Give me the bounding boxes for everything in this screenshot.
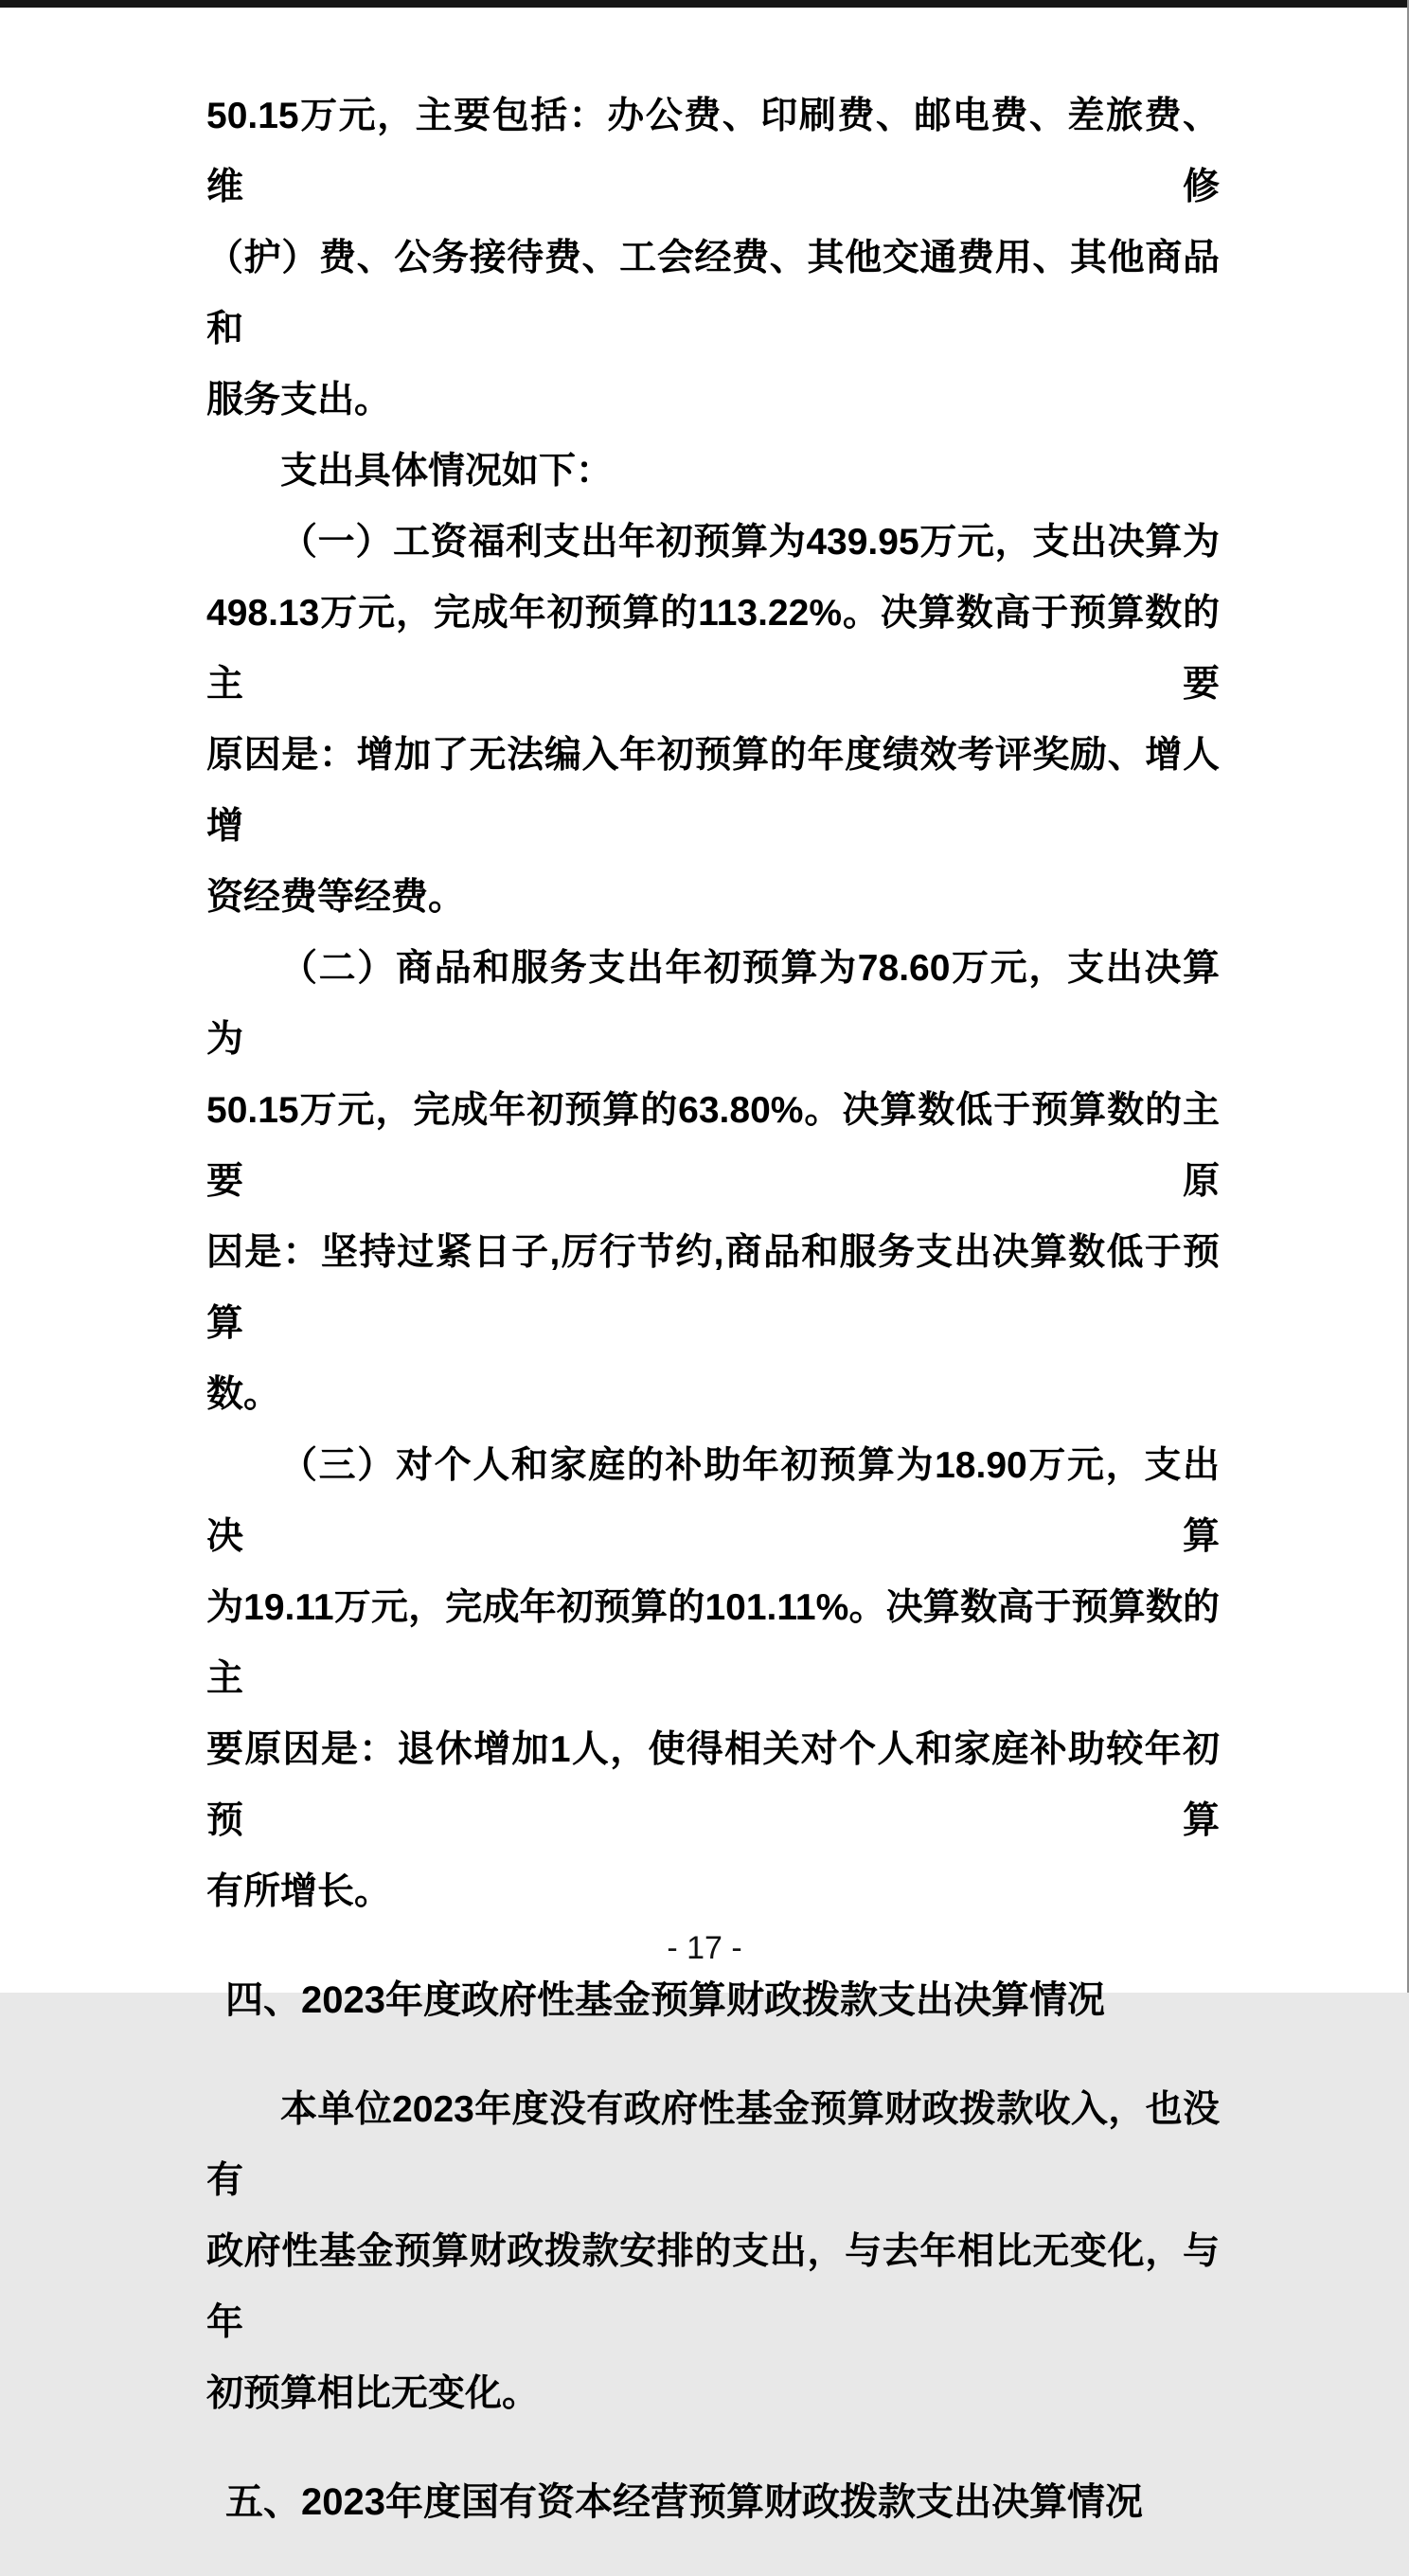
text-line: 五、2023年度国有资本经营预算财政拨款支出决算情况 [225,2481,1143,2523]
paragraph [206,507,1220,933]
document-body [206,80,1220,2576]
text-line: 初预算相比无变化。 [206,2373,540,2414]
text-line: 有所增长。 [206,1871,392,1912]
text-line: 原因是：增加了无法编入年初预算的年度绩效考评奖励、增人增 [206,735,1220,847]
paragraph [206,933,1220,1430]
text-line: 服务支出。 [206,380,392,420]
text-line: 本单位2023年度没有政府性基金预算财政拨款收入，也没有 [206,2089,1220,2201]
text-line: 为19.11万元，完成年初预算的101.11%。决算数高于预算数的主 [206,1587,1220,1699]
paragraph [206,80,1220,436]
text-line: （三）对个人和家庭的补助年初预算为18.90万元，支出决算 [206,1445,1220,1557]
text-line: 50.15万元，主要包括：办公费、印刷费、邮电费、差旅费、维修 [206,96,1220,207]
section-heading [206,1965,1220,2036]
text-line: 支出具体情况如下： [280,451,614,492]
text-line: （一）工资福利支出年初预算为439.95万元，支出决算为 [280,522,1220,563]
text-line: 要原因是：退休增加1人，使得相关对个人和家庭补助较年初预算 [206,1729,1220,1841]
page-top-edge [0,0,1409,8]
text-line: 数。 [206,1374,281,1415]
paragraph [206,436,1220,507]
paragraph [206,1430,1220,1927]
text-line: 政府性基金预算财政拨款安排的支出，与去年相比无变化，与年 [206,2231,1220,2343]
text-line: 因是：坚持过紧日子,厉行节约,商品和服务支出决算数低于预算 [206,1232,1220,1344]
paragraph [206,2074,1220,2429]
text-line: 资经费等经费。 [206,877,466,918]
text-line: （护）费、公务接待费、工会经费、其他交通费用、其他商品和 [206,238,1220,349]
page-number: - 17 - [667,1930,742,1966]
text-line: 498.13万元，完成年初预算的113.22%。决算数高于预算数的主要 [206,593,1220,705]
text-line: 50.15万元，完成年初预算的63.80%。决算数低于预算数的主要原 [206,1090,1220,1202]
text-line: 四、2023年度政府性基金预算财政拨款支出决算情况 [225,1979,1105,2021]
text-line: （二）商品和服务支出年初预算为78.60万元，支出决算为 [206,948,1220,1060]
section-heading [206,2467,1220,2538]
